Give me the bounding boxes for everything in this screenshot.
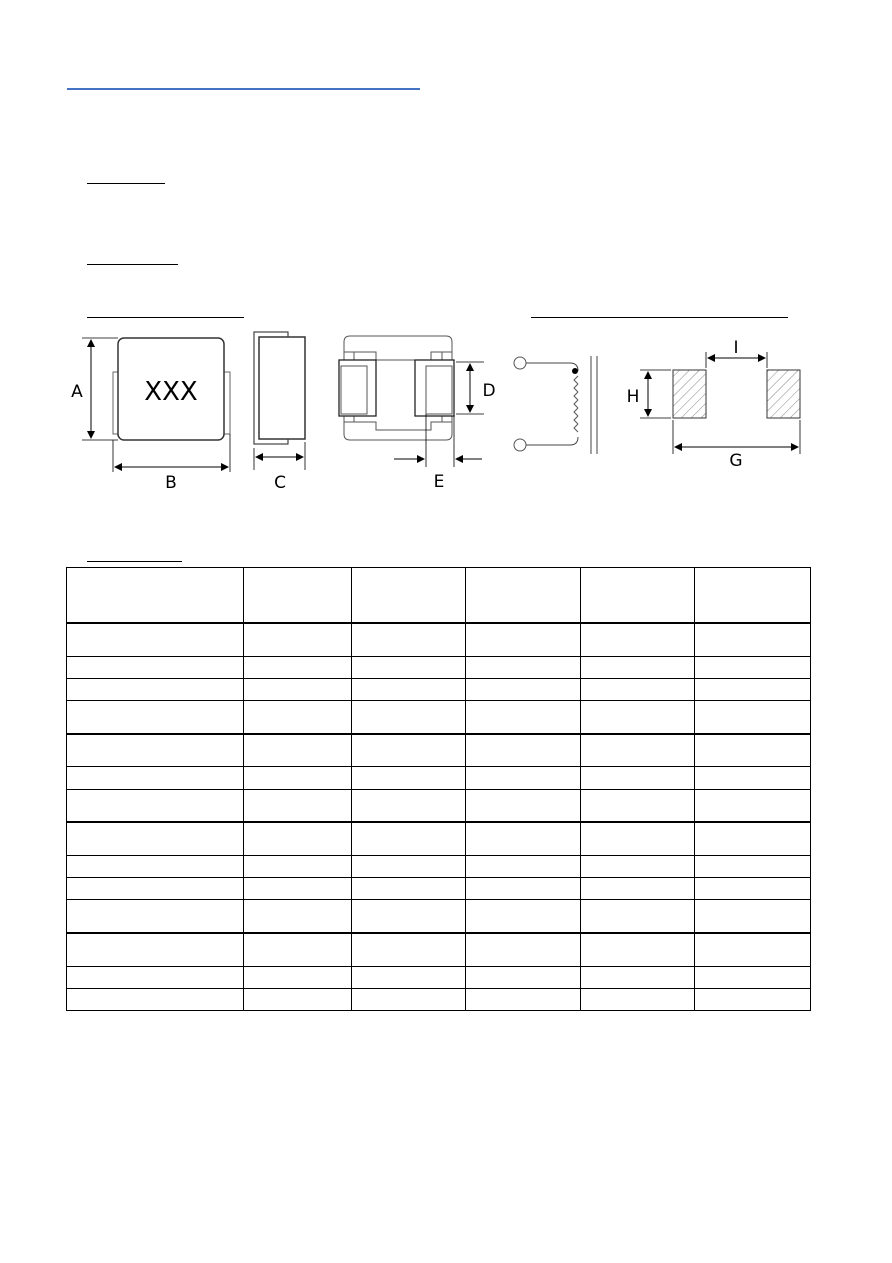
table-cell [244, 789, 352, 822]
table-cell [352, 822, 466, 855]
table-cell [695, 767, 811, 789]
table-cell [581, 933, 695, 966]
table-row [67, 656, 811, 678]
table-row [67, 700, 811, 733]
table-cell [67, 822, 244, 855]
table-cell [581, 623, 695, 656]
table-cell [466, 700, 581, 733]
table-cell [695, 700, 811, 733]
table-cell [352, 855, 466, 877]
part-marking: XXX [144, 377, 198, 407]
section-heading-underline [87, 183, 165, 184]
table-cell [581, 900, 695, 933]
table-cell [352, 933, 466, 966]
dimension-label-a: A [71, 382, 83, 402]
table-cell [352, 900, 466, 933]
table-cell [244, 767, 352, 789]
table-cell [695, 988, 811, 1010]
schematic-symbol [514, 356, 597, 454]
table-cell [244, 933, 352, 966]
title-underline [67, 88, 420, 90]
table-cell [466, 966, 581, 988]
table-cell [244, 678, 352, 700]
table-cell [466, 855, 581, 877]
header-cell [352, 568, 466, 624]
table-cell [67, 900, 244, 933]
dimension-label-h: H [626, 387, 640, 407]
table-cell [352, 734, 466, 767]
table-cell [67, 855, 244, 877]
table-cell [352, 678, 466, 700]
table-cell [352, 789, 466, 822]
table-cell [581, 767, 695, 789]
table-cell [466, 988, 581, 1010]
table-row [67, 878, 811, 900]
table-cell [466, 734, 581, 767]
table-cell [352, 988, 466, 1010]
table-cell [695, 734, 811, 767]
table-row [67, 933, 811, 966]
table-cell [695, 966, 811, 988]
table-row [67, 789, 811, 822]
header-cell [466, 568, 581, 624]
table-row [67, 900, 811, 933]
table-cell [581, 656, 695, 678]
table-row [67, 678, 811, 700]
table-cell [244, 855, 352, 877]
dimension-label-e: E [433, 472, 445, 492]
table-cell [466, 789, 581, 822]
table-cell [352, 656, 466, 678]
header-cell [67, 568, 244, 624]
table-row [67, 623, 811, 656]
table-cell [695, 855, 811, 877]
table-heading-underline [87, 561, 182, 562]
dimension-label-b: B [165, 473, 177, 493]
table-cell [244, 700, 352, 733]
dimension-drawing [0, 300, 892, 520]
table-cell [581, 988, 695, 1010]
table-cell [581, 789, 695, 822]
table-cell [244, 878, 352, 900]
table-cell [466, 656, 581, 678]
table-cell [466, 878, 581, 900]
dimension-label-g: G [729, 451, 743, 471]
land-pattern [627, 338, 800, 471]
table-cell [695, 789, 811, 822]
table-cell [695, 678, 811, 700]
table-cell [67, 767, 244, 789]
table-cell [352, 878, 466, 900]
table-row [67, 988, 811, 1010]
table-cell [244, 900, 352, 933]
table-cell [581, 734, 695, 767]
dimension-label-c: C [274, 473, 286, 493]
table-cell [466, 767, 581, 789]
table-cell [581, 822, 695, 855]
table-cell [244, 734, 352, 767]
table-cell [695, 900, 811, 933]
table-cell [67, 789, 244, 822]
table-cell [67, 734, 244, 767]
table-header-row [67, 568, 811, 624]
table-cell [352, 767, 466, 789]
table-cell [581, 855, 695, 877]
table-cell [67, 933, 244, 966]
dimension-label-d: D [482, 381, 496, 401]
side-view [254, 332, 305, 493]
table-cell [581, 966, 695, 988]
table-cell [466, 623, 581, 656]
table-row [67, 966, 811, 988]
header-cell [581, 568, 695, 624]
table-row [67, 734, 811, 767]
bottom-view [339, 336, 496, 492]
table-cell [352, 700, 466, 733]
header-cell [244, 568, 352, 624]
table-cell [244, 623, 352, 656]
table-cell [695, 656, 811, 678]
section-heading-underline [87, 264, 178, 265]
table-cell [352, 966, 466, 988]
table-row [67, 767, 811, 789]
table-cell [244, 822, 352, 855]
table-cell [67, 988, 244, 1010]
table-cell [67, 700, 244, 733]
table-cell [695, 878, 811, 900]
top-view [71, 338, 230, 493]
table-cell [67, 878, 244, 900]
table-cell [466, 933, 581, 966]
table-cell [67, 656, 244, 678]
table-cell [581, 700, 695, 733]
spec-table [66, 567, 811, 1011]
table-cell [244, 966, 352, 988]
table-cell [67, 678, 244, 700]
table-cell [466, 822, 581, 855]
table-cell [695, 623, 811, 656]
table-cell [695, 933, 811, 966]
header-cell [695, 568, 811, 624]
table-cell [352, 623, 466, 656]
table-row [67, 855, 811, 877]
table-cell [466, 900, 581, 933]
table-cell [695, 822, 811, 855]
table-cell [244, 988, 352, 1010]
table-cell [67, 623, 244, 656]
table-cell [581, 678, 695, 700]
table-row [67, 822, 811, 855]
dimension-label-i: I [733, 338, 739, 358]
table-cell [67, 966, 244, 988]
table-cell [581, 878, 695, 900]
table-cell [466, 678, 581, 700]
table-cell [244, 656, 352, 678]
